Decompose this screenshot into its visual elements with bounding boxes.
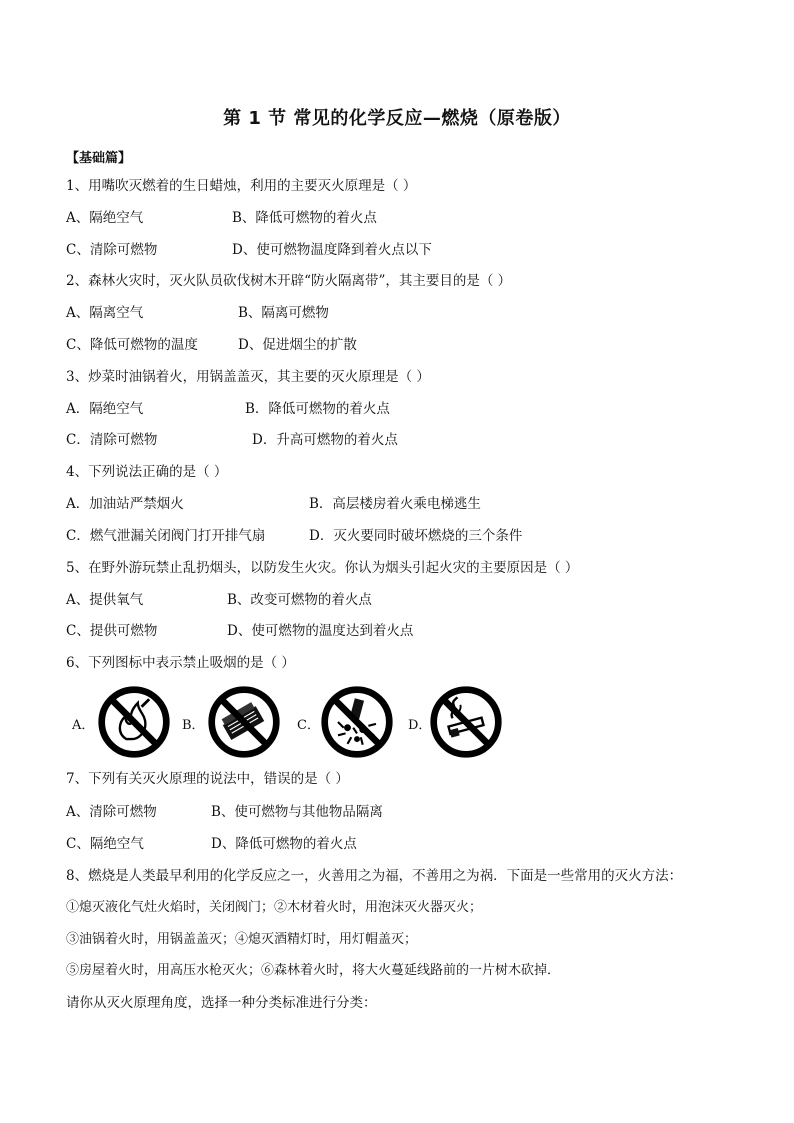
question-8-line-2: ③油锅着火时，用锅盖盖灭；④熄灭酒精灯时，用灯帽盖灭； — [66, 932, 418, 947]
question-7-option-b: B、使可燃物与其他物品隔离 — [211, 804, 383, 820]
question-2-option-d: D、促进烟尘的扩散 — [238, 337, 357, 353]
no-smoking-icon — [428, 684, 504, 760]
question-1-stem: 1、用嘴吹灭燃着的生日蜡烛，利用的主要灭火原理是（ ） — [66, 178, 417, 194]
question-2-stem: 2、森林火灾时，灭火队员砍伐树木开辟“防火隔离带”，其主要目的是（ ） — [66, 273, 512, 289]
question-5-option-d: D、使可燃物的温度达到着火点 — [227, 623, 414, 639]
question-2-option-b: B、隔离可燃物 — [238, 305, 329, 321]
sign-option-d-label: D． — [408, 718, 432, 733]
question-2-option-c: C、降低可燃物的温度 — [66, 337, 198, 353]
sign-option-c-label: C． — [297, 718, 320, 733]
question-6-stem: 6、下列图标中表示禁止吸烟的是（ ） — [66, 655, 295, 671]
question-4-option-a: A．加油站严禁烟火 — [66, 496, 184, 512]
question-8-line-3: ⑤房屋着火时，用高压水枪灭火；⑥森林着火时，将大火蔓延线路前的一片树木砍掉． — [66, 963, 561, 978]
question-4-option-b: B．高层楼房着火乘电梯逃生 — [309, 496, 481, 512]
question-1-option-c: C、清除可燃物 — [66, 242, 158, 258]
question-4-stem: 4、下列说法正确的是（ ） — [66, 464, 228, 480]
question-4-option-c: C．燃气泄漏关闭阀门打开排气扇 — [66, 528, 266, 544]
question-3-option-b: B．降低可燃物的着火点 — [245, 401, 390, 417]
question-4-option-d: D．灭火要同时破坏燃烧的三个条件 — [309, 528, 523, 544]
question-3-stem: 3、炒菜时油锅着火，用锅盖盖灭，其主要的灭火原理是（ ） — [66, 369, 430, 385]
question-8-instruction: 请你从灭火原理角度，选择一种分类标准进行分类： — [66, 995, 377, 1011]
sign-option-b-label: B． — [182, 718, 205, 733]
question-1-option-a: A、隔绝空气 — [66, 210, 144, 226]
no-fireworks-icon — [319, 684, 395, 760]
question-8-line-1: ①熄灭液化气灶火焰时，关闭阀门；②木材着火时，用泡沫灭火器灭火； — [66, 900, 483, 915]
sign-option-a-label: A． — [72, 718, 95, 733]
page-title: 第 1 节 常见的化学反应—燃烧（原卷版） — [223, 108, 571, 129]
no-open-flame-icon — [96, 684, 172, 760]
question-7-option-c: C、隔绝空气 — [66, 836, 144, 852]
section-label: 【基础篇】 — [66, 151, 132, 166]
question-5-option-a: A、提供氧气 — [66, 592, 144, 608]
question-1-option-d: D、使可燃物温度降到着火点以下 — [232, 242, 432, 258]
question-7-stem: 7、下列有关灭火原理的说法中，错误的是（ ） — [66, 771, 349, 787]
question-3-option-a: A．隔绝空气 — [66, 401, 144, 417]
question-7-option-a: A、清除可燃物 — [66, 804, 157, 820]
question-5-option-c: C、提供可燃物 — [66, 623, 158, 639]
question-3-option-d: D．升高可燃物的着火点 — [252, 432, 398, 448]
no-matches-icon — [206, 684, 282, 760]
question-5-stem: 5、在野外游玩禁止乱扔烟头，以防发生火灾。你认为烟头引起火灾的主要原因是（ ） — [66, 560, 579, 576]
question-5-option-b: B、改变可燃物的着火点 — [227, 592, 372, 608]
question-1-option-b: B、降低可燃物的着火点 — [232, 210, 377, 226]
question-8-stem: 8、燃烧是人类最早利用的化学反应之一，火善用之为福，不善用之为祸．下面是一些常用的灭火方法： — [66, 868, 683, 884]
question-3-option-c: C．清除可燃物 — [66, 432, 158, 448]
question-2-option-a: A、隔离空气 — [66, 305, 144, 321]
question-7-option-d: D、降低可燃物的着火点 — [211, 836, 357, 852]
